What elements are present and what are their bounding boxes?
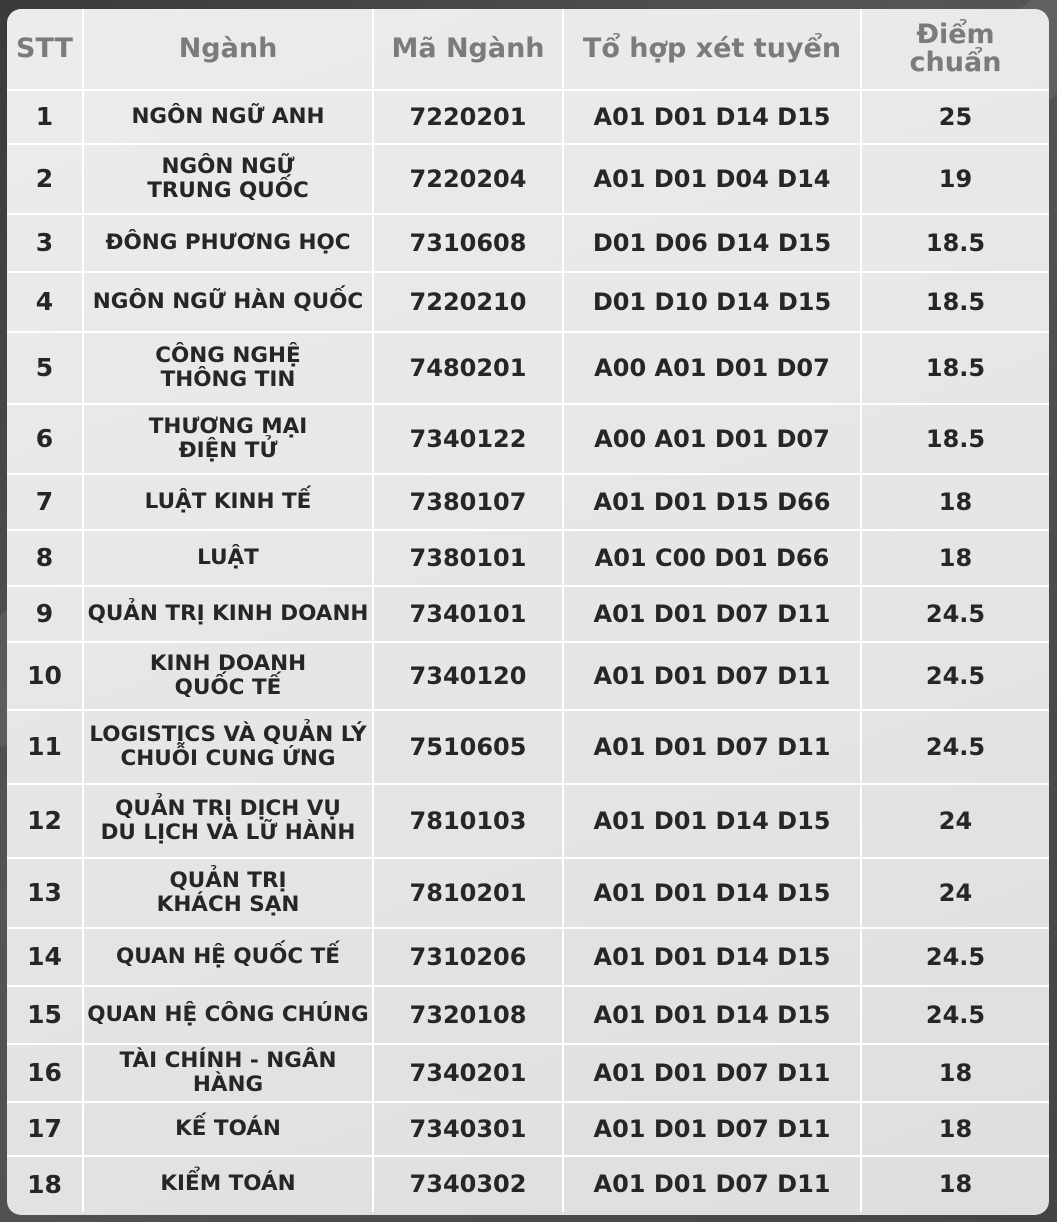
stt-cell: 15 <box>7 986 83 1044</box>
table-row <box>7 784 1049 858</box>
table-header-row <box>7 9 1049 90</box>
table-row <box>7 404 1049 474</box>
tohop-cell: A01 D01 D07 D11 <box>563 1156 861 1212</box>
stt-cell: 7 <box>7 474 83 530</box>
nganh-cell: ĐÔNG PHƯƠNG HỌC <box>83 214 373 272</box>
table-row <box>7 710 1049 784</box>
header-diem-chuan: Điểm chuẩn <box>861 9 1049 90</box>
ma-cell: 7340201 <box>373 1044 563 1102</box>
nganh-cell: CÔNG NGHỆ THÔNG TIN <box>83 332 373 404</box>
diem-cell: 18 <box>861 1044 1049 1102</box>
ma-cell: 7320108 <box>373 986 563 1044</box>
ma-cell: 7220204 <box>373 144 563 214</box>
tohop-cell: A01 D01 D07 D11 <box>563 586 861 642</box>
nganh-cell: KẾ TOÁN <box>83 1102 373 1156</box>
header-ma-nganh: Mã Ngành <box>373 9 563 90</box>
stt-cell: 17 <box>7 1102 83 1156</box>
table-row <box>7 1156 1049 1212</box>
table-row <box>7 986 1049 1044</box>
diem-cell: 18.5 <box>861 404 1049 474</box>
table-body <box>7 90 1049 1212</box>
diem-cell: 24.5 <box>861 986 1049 1044</box>
admission-score-table <box>7 9 1049 1212</box>
tohop-cell: A01 D01 D14 D15 <box>563 928 861 986</box>
stt-cell: 2 <box>7 144 83 214</box>
stt-cell: 16 <box>7 1044 83 1102</box>
diem-cell: 24 <box>861 784 1049 858</box>
nganh-cell: NGÔN NGỮ HÀN QUỐC <box>83 272 373 332</box>
diem-cell: 24 <box>861 858 1049 928</box>
nganh-cell: QUẢN TRỊ DỊCH VỤ DU LỊCH VÀ LỮ HÀNH <box>83 784 373 858</box>
diem-cell: 19 <box>861 144 1049 214</box>
table-row <box>7 474 1049 530</box>
nganh-cell: QUẢN TRỊ KHÁCH SẠN <box>83 858 373 928</box>
stt-cell: 18 <box>7 1156 83 1212</box>
stt-cell: 13 <box>7 858 83 928</box>
tohop-cell: A01 D01 D04 D14 <box>563 144 861 214</box>
tohop-cell: A01 D01 D07 D11 <box>563 642 861 710</box>
nganh-cell: QUAN HỆ QUỐC TẾ <box>83 928 373 986</box>
nganh-cell: NGÔN NGỮ TRUNG QUỐC <box>83 144 373 214</box>
tohop-cell: A01 D01 D07 D11 <box>563 710 861 784</box>
nganh-cell: QUAN HỆ CÔNG CHÚNG <box>83 986 373 1044</box>
table-row <box>7 144 1049 214</box>
diem-cell: 24.5 <box>861 586 1049 642</box>
ma-cell: 7340120 <box>373 642 563 710</box>
nganh-cell: KIỂM TOÁN <box>83 1156 373 1212</box>
tohop-cell: A01 D01 D07 D11 <box>563 1102 861 1156</box>
ma-cell: 7810201 <box>373 858 563 928</box>
stt-cell: 5 <box>7 332 83 404</box>
stt-cell: 14 <box>7 928 83 986</box>
diem-cell: 18.5 <box>861 272 1049 332</box>
stt-cell: 11 <box>7 710 83 784</box>
diem-cell: 24.5 <box>861 710 1049 784</box>
stt-cell: 4 <box>7 272 83 332</box>
ma-cell: 7510605 <box>373 710 563 784</box>
nganh-cell: NGÔN NGỮ ANH <box>83 90 373 144</box>
diem-cell: 18.5 <box>861 214 1049 272</box>
ma-cell: 7480201 <box>373 332 563 404</box>
header-to-hop: Tổ hợp xét tuyển <box>563 9 861 90</box>
diem-cell: 24.5 <box>861 642 1049 710</box>
table-row <box>7 858 1049 928</box>
tohop-cell: A01 D01 D07 D11 <box>563 1044 861 1102</box>
tohop-cell: A01 D01 D14 D15 <box>563 858 861 928</box>
table-row <box>7 642 1049 710</box>
tohop-cell: A00 A01 D01 D07 <box>563 332 861 404</box>
tohop-cell: A01 C00 D01 D66 <box>563 530 861 586</box>
nganh-cell: KINH DOANH QUỐC TẾ <box>83 642 373 710</box>
stt-cell: 8 <box>7 530 83 586</box>
diem-cell: 18 <box>861 1156 1049 1212</box>
ma-cell: 7380101 <box>373 530 563 586</box>
table-row <box>7 928 1049 986</box>
nganh-cell: LUẬT KINH TẾ <box>83 474 373 530</box>
diem-cell: 18 <box>861 474 1049 530</box>
stt-cell: 6 <box>7 404 83 474</box>
ma-cell: 7220210 <box>373 272 563 332</box>
diem-cell: 18.5 <box>861 332 1049 404</box>
table-row <box>7 90 1049 144</box>
tohop-cell: A00 A01 D01 D07 <box>563 404 861 474</box>
table-row <box>7 272 1049 332</box>
admission-score-table-card <box>7 9 1049 1215</box>
ma-cell: 7380107 <box>373 474 563 530</box>
stt-cell: 3 <box>7 214 83 272</box>
stt-cell: 1 <box>7 90 83 144</box>
diem-cell: 18 <box>861 530 1049 586</box>
nganh-cell: TÀI CHÍNH - NGÂN HÀNG <box>83 1044 373 1102</box>
table-row <box>7 530 1049 586</box>
stt-cell: 10 <box>7 642 83 710</box>
stt-cell: 9 <box>7 586 83 642</box>
tohop-cell: A01 D01 D14 D15 <box>563 784 861 858</box>
tohop-cell: D01 D10 D14 D15 <box>563 272 861 332</box>
ma-cell: 7340301 <box>373 1102 563 1156</box>
nganh-cell: THƯƠNG MẠI ĐIỆN TỬ <box>83 404 373 474</box>
table-row <box>7 214 1049 272</box>
ma-cell: 7340122 <box>373 404 563 474</box>
ma-cell: 7810103 <box>373 784 563 858</box>
table-row <box>7 1044 1049 1102</box>
ma-cell: 7310206 <box>373 928 563 986</box>
tohop-cell: A01 D01 D14 D15 <box>563 90 861 144</box>
header-stt: STT <box>7 9 83 90</box>
tohop-cell: A01 D01 D14 D15 <box>563 986 861 1044</box>
nganh-cell: QUẢN TRỊ KINH DOANH <box>83 586 373 642</box>
table-row <box>7 332 1049 404</box>
ma-cell: 7220201 <box>373 90 563 144</box>
table-row <box>7 586 1049 642</box>
diem-cell: 24.5 <box>861 928 1049 986</box>
tohop-cell: D01 D06 D14 D15 <box>563 214 861 272</box>
ma-cell: 7340302 <box>373 1156 563 1212</box>
nganh-cell: LUẬT <box>83 530 373 586</box>
nganh-cell: LOGISTICS VÀ QUẢN LÝ CHUỖI CUNG ỨNG <box>83 710 373 784</box>
stt-cell: 12 <box>7 784 83 858</box>
ma-cell: 7310608 <box>373 214 563 272</box>
diem-cell: 18 <box>861 1102 1049 1156</box>
table-row <box>7 1102 1049 1156</box>
diem-cell: 25 <box>861 90 1049 144</box>
header-nganh: Ngành <box>83 9 373 90</box>
ma-cell: 7340101 <box>373 586 563 642</box>
tohop-cell: A01 D01 D15 D66 <box>563 474 861 530</box>
